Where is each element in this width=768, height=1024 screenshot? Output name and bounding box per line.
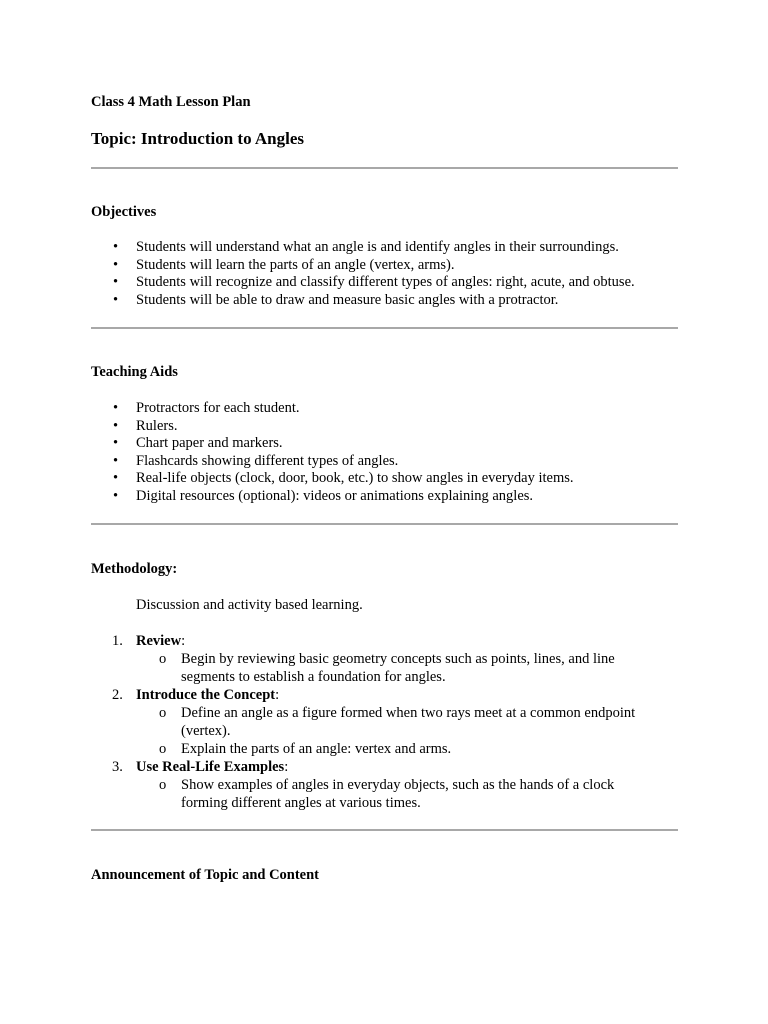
circle-bullet-icon: o — [159, 741, 167, 757]
sub-list — [136, 650, 651, 686]
sub-list — [136, 704, 651, 758]
bullet-icon: • — [113, 239, 119, 255]
step-item: 1. Review: o Begin by reviewing basic geometry concepts such as points, lines, and line segments to establish a foundation for angles. — [91, 632, 651, 686]
step-item: 2. Introduce the Concept: o Define an angle as a figure formed when two rays meet at a common endpoint (vertex). o Explain the parts of an angle: vertex and arms. — [91, 686, 651, 758]
divider — [91, 327, 678, 329]
step-title: Use Real-Life Examples — [136, 759, 285, 775]
list-item: • Students will learn the parts of an angle (vertex, arms). — [113, 256, 455, 273]
list-item: • Digital resources (optional): videos or animations explaining angles. — [113, 487, 534, 504]
list-item: • Rulers. — [113, 417, 178, 434]
sub-list-item: o Begin by reviewing basic geometry concepts such as points, lines, and line segments to establish a foundation for angles. — [159, 651, 615, 685]
sub-list — [136, 776, 651, 812]
divider — [91, 523, 678, 525]
sub-list-item: o Explain the parts of an angle: vertex and arms. — [159, 741, 452, 757]
bullet-icon: • — [113, 256, 119, 273]
step-title: Introduce the Concept — [136, 687, 276, 703]
circle-bullet-icon: o — [159, 651, 167, 667]
topic-title: Topic: Introduction to Angles — [91, 129, 305, 148]
list-item: • Protractors for each student. — [113, 400, 300, 416]
step-number: 3. — [112, 759, 123, 775]
list-item: • Real-life objects (clock, door, book, etc.) to show angles in everyday items. — [113, 470, 574, 487]
bullet-icon: • — [113, 291, 119, 308]
teaching-aids-heading: Teaching Aids — [91, 364, 178, 380]
announcement-heading: Announcement of Topic and Content — [91, 867, 320, 883]
bullet-icon: • — [113, 417, 119, 434]
list-item: • Flashcards showing different types of angles. — [113, 452, 399, 469]
methodology-intro: Discussion and activity based learning. — [136, 597, 363, 613]
teaching-aids-list — [91, 400, 574, 506]
objectives-list — [91, 239, 635, 309]
list-item: • Students will understand what an angle is and identify angles in their surroundings. — [113, 239, 619, 255]
list-item: • Students will recognize and classify different types of angles: right, acute, and obtuse. — [113, 274, 635, 291]
step-number: 2. — [112, 687, 123, 703]
bullet-icon: • — [113, 435, 119, 452]
circle-bullet-icon: o — [159, 777, 167, 793]
methodology-heading: Methodology: — [91, 561, 178, 577]
methodology-steps — [91, 632, 651, 812]
class-title: Class 4 Math Lesson Plan — [91, 94, 251, 110]
sub-list-item: o Define an angle as a figure formed when two rays meet at a common endpoint (vertex). — [159, 705, 636, 739]
circle-bullet-icon: o — [159, 705, 167, 721]
divider — [91, 829, 678, 831]
bullet-icon: • — [113, 274, 119, 291]
bullet-icon: • — [113, 470, 119, 487]
list-item: • Students will be able to draw and measure basic angles with a protractor. — [113, 291, 559, 308]
bullet-icon: • — [113, 400, 119, 416]
sub-list-item: o Show examples of angles in everyday objects, such as the hands of a clock forming different angles at various times. — [159, 777, 615, 811]
step-title: Review — [136, 633, 182, 649]
objectives-heading: Objectives — [91, 204, 157, 220]
list-item: • Chart paper and markers. — [113, 435, 283, 452]
bullet-icon: • — [113, 452, 119, 469]
divider — [91, 167, 678, 169]
step-number: 1. — [112, 633, 123, 649]
step-item: 3. Use Real-Life Examples: o Show examples of angles in everyday objects, such as the hands of a clock forming different angles at various times. — [91, 758, 651, 812]
bullet-icon: • — [113, 487, 119, 504]
